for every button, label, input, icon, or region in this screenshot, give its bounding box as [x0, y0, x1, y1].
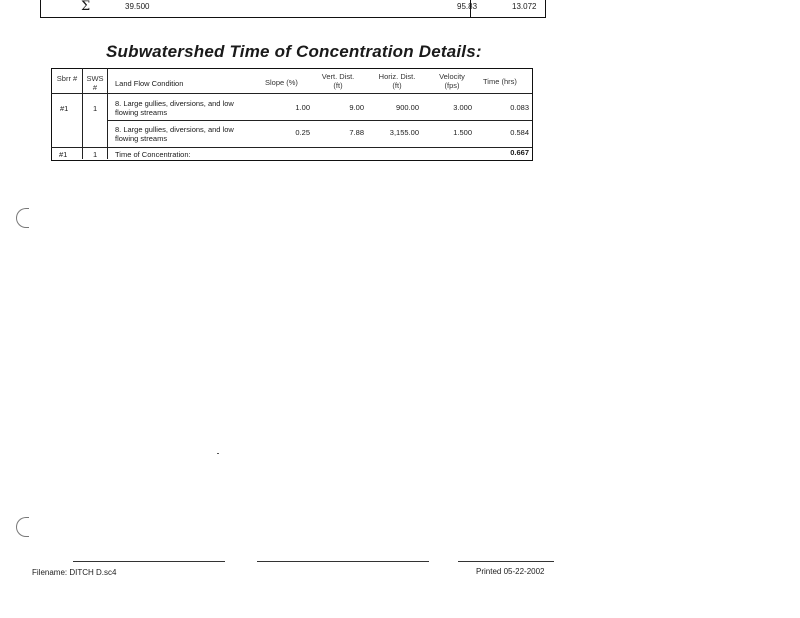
punch-hole: [16, 208, 29, 228]
row1-time: 0.083: [510, 103, 529, 112]
total-label: Time of Concentration:: [115, 150, 191, 159]
row2-horiz: 3,155.00: [389, 128, 419, 137]
row2-slope: 0.25: [295, 128, 310, 137]
summary-value: 13.072: [512, 2, 537, 11]
row1-condition-line2: flowing streams: [115, 108, 168, 117]
row2-time: 0.584: [510, 128, 529, 137]
header-slope: Slope (%): [265, 78, 298, 87]
col-divider: [107, 68, 108, 159]
header-divider: [51, 93, 532, 94]
row1-slope: 1.00: [295, 103, 310, 112]
footer-printed-date: Printed 05-22-2002: [476, 567, 545, 576]
sigma-symbol: Σ: [81, 0, 91, 14]
row2-vert: 7.88: [349, 128, 364, 137]
row1-velocity: 3.000: [453, 103, 472, 112]
tc-details-table: [51, 68, 533, 161]
row1-horiz: 900.00: [396, 103, 419, 112]
total-sws: 1: [93, 150, 98, 159]
row1-condition-line1: 8. Large gullies, diversions, and low: [115, 99, 234, 108]
header-time: Time (hrs): [483, 77, 517, 86]
footer-rule: [73, 561, 225, 562]
row2-condition-line2: flowing streams: [115, 134, 168, 143]
row2-velocity: 1.500: [453, 128, 472, 137]
scan-speck: [217, 453, 219, 454]
footer-rule: [257, 561, 429, 562]
page-title: Subwatershed Time of Concentration Details:: [106, 42, 482, 61]
row1-sws: 1: [93, 104, 98, 113]
summary-area: 39.500: [125, 2, 150, 11]
summary-row: [40, 0, 546, 18]
total-value: 0.667: [510, 148, 529, 157]
footer-filename: Filename: DITCH D.sc4: [32, 568, 117, 577]
summary-cn: 95.83: [457, 2, 478, 11]
header-velocity: Velocity (fps): [439, 72, 465, 90]
footer-rule: [458, 561, 554, 562]
col-divider: [82, 68, 83, 159]
header-vert: Vert. Dist. (ft): [321, 72, 355, 90]
row1-sub: #1: [60, 104, 69, 113]
punch-hole: [16, 517, 29, 537]
header-sub: Sbrr #: [56, 74, 78, 83]
row1-vert: 9.00: [349, 103, 364, 112]
row-divider: [107, 120, 532, 121]
total-sub: #1: [59, 150, 68, 159]
total-divider: [51, 147, 532, 148]
header-sws: SWS #: [86, 74, 104, 92]
header-condition: Land Flow Condition: [115, 79, 184, 88]
row2-condition-line1: 8. Large gullies, diversions, and low: [115, 125, 234, 134]
header-horiz: Horiz. Dist. (ft): [378, 72, 416, 90]
